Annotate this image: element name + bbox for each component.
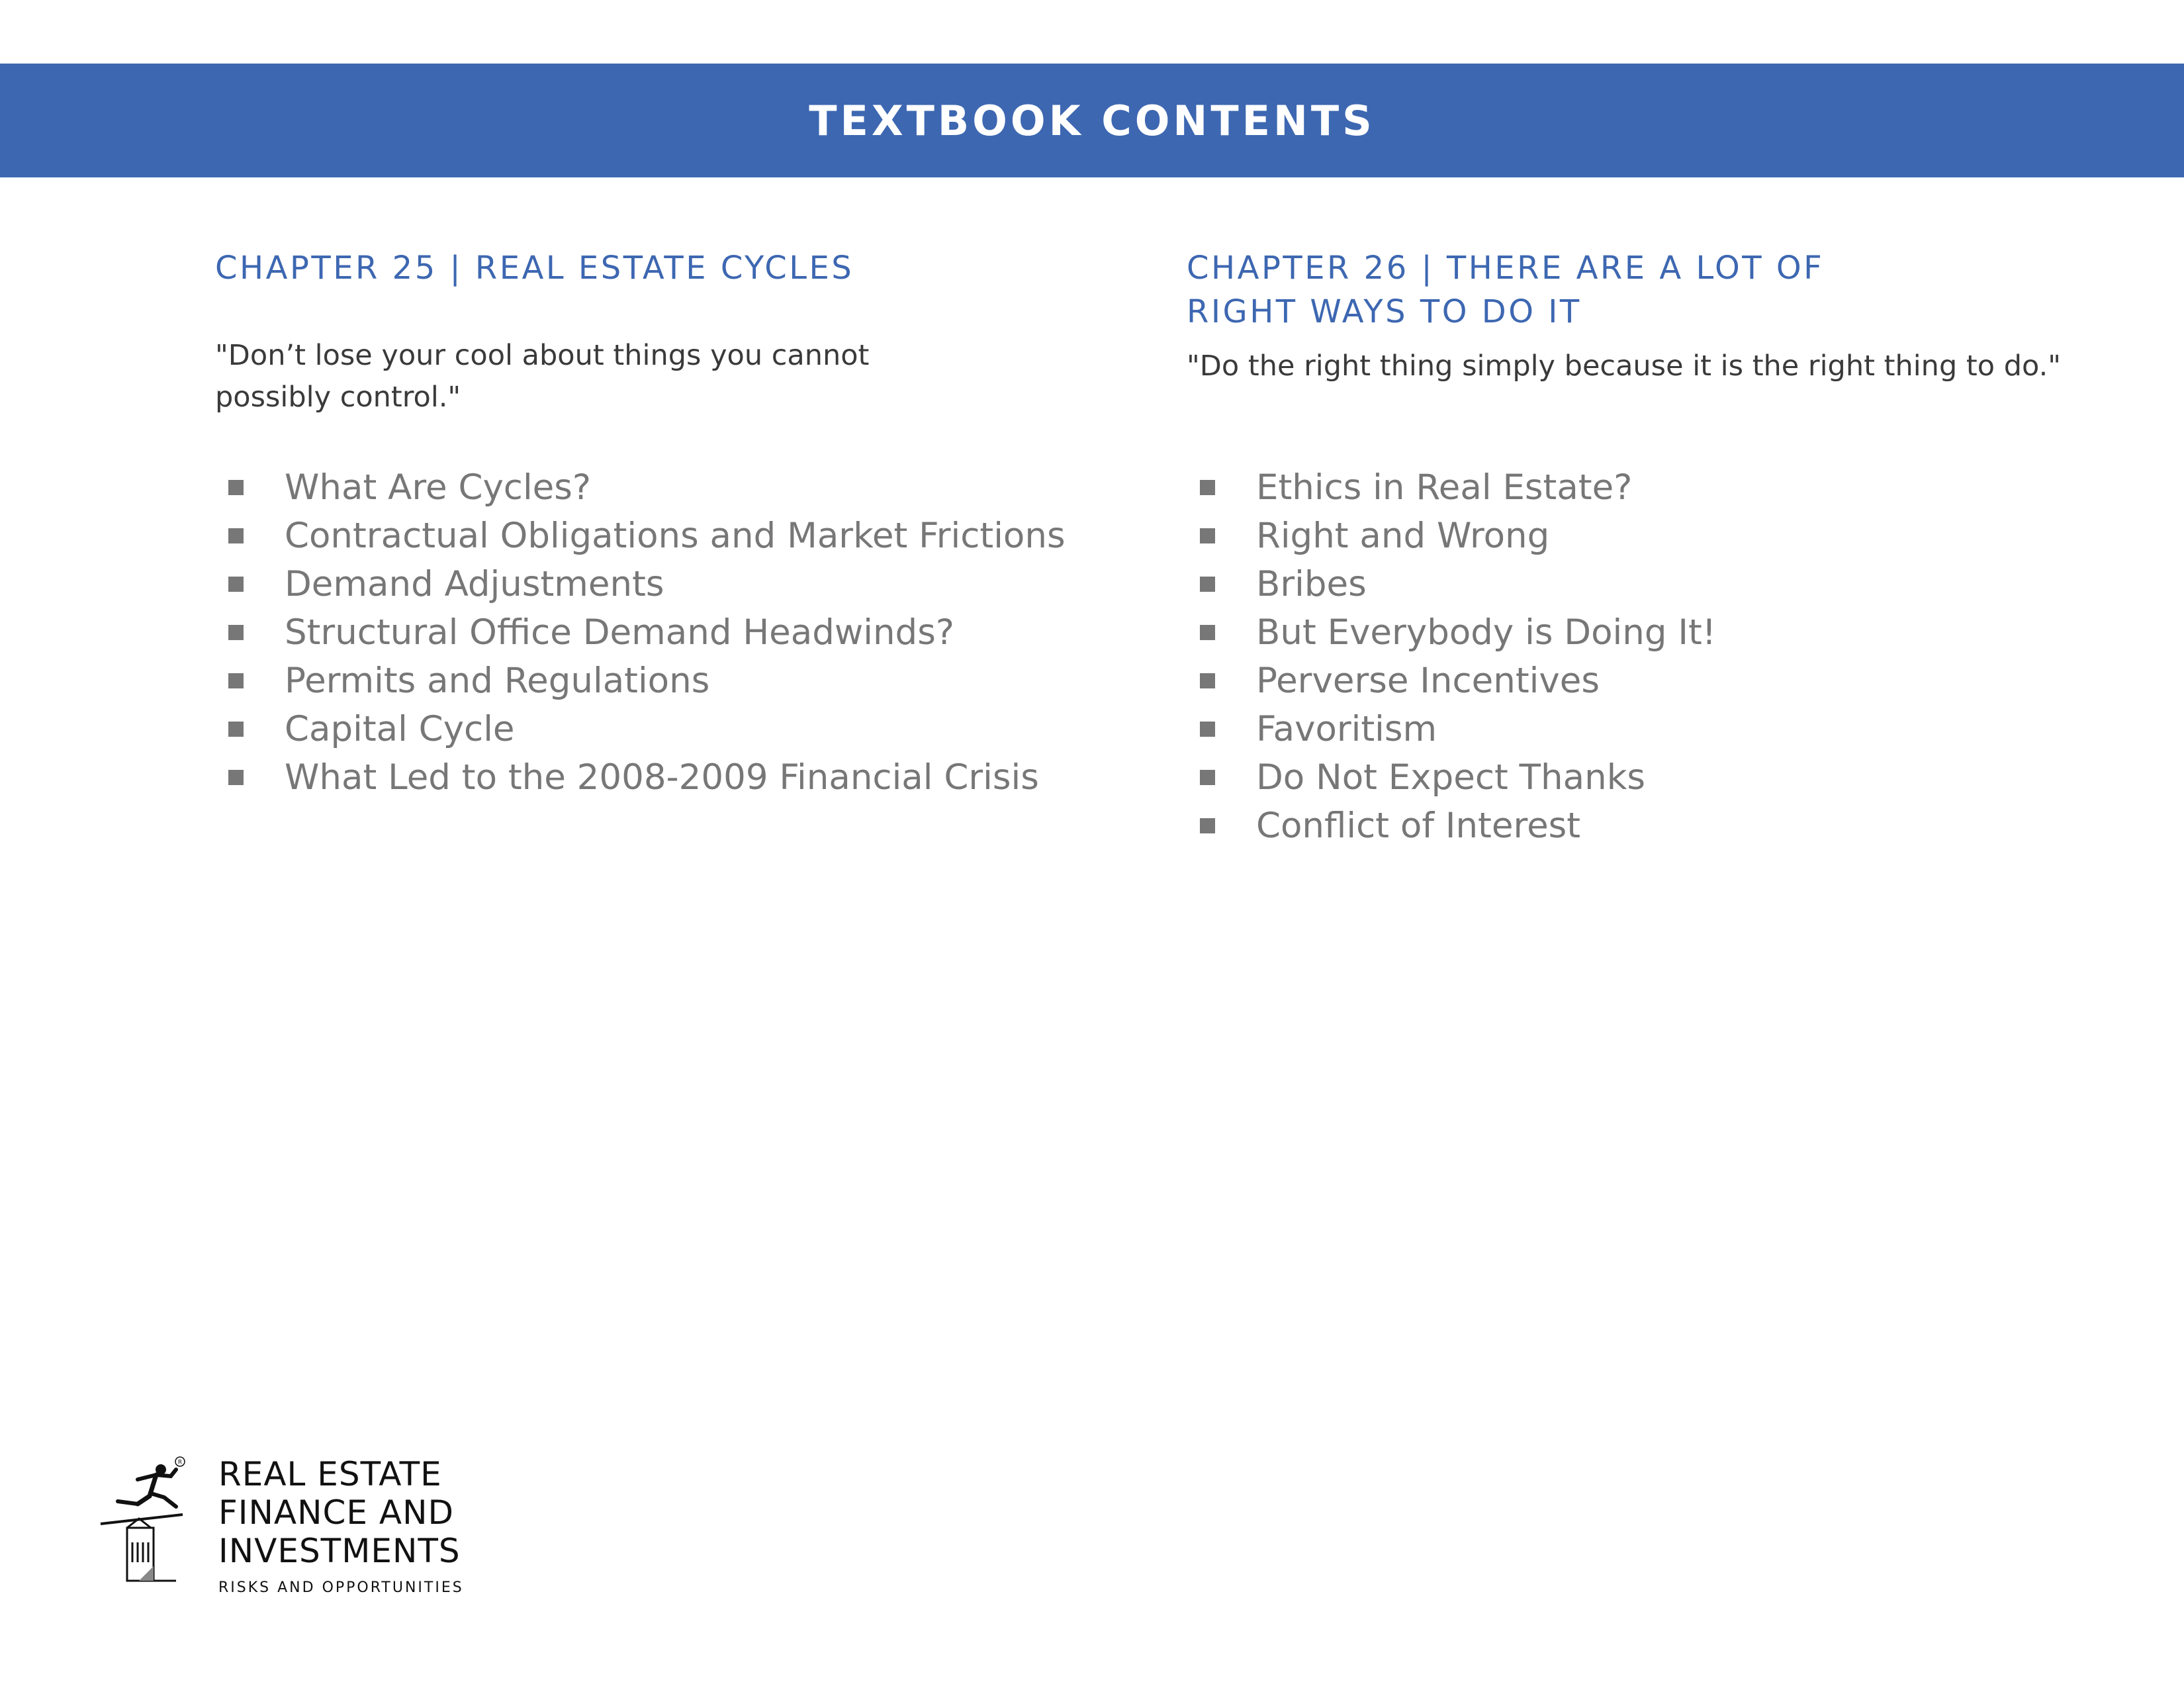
square-bullet-icon (228, 722, 244, 737)
square-bullet-icon (1200, 673, 1215, 688)
chapter-title: CHAPTER 26 | THERE ARE A LOT OF RIGHT WAYS TO DO IT (1187, 250, 1825, 330)
chapter-title: CHAPTER 25 | REAL ESTATE CYCLES (215, 250, 854, 287)
topic-label: Perverse Incentives (1256, 661, 1600, 701)
square-bullet-icon (228, 480, 244, 495)
topic-label: Ethics in Real Estate? (1256, 467, 1633, 508)
square-bullet-icon (228, 625, 244, 640)
topic-label: Contractual Obligations and Market Frictions (285, 516, 1066, 556)
square-bullet-icon (228, 770, 244, 785)
square-bullet-icon (228, 673, 244, 688)
logo-wordmark (218, 1455, 464, 1596)
topic-label: Do Not Expect Thanks (1256, 757, 1645, 798)
topic-label: Favoritism (1256, 709, 1437, 749)
topic-label: What Led to the 2008-2009 Financial Crisis (285, 757, 1039, 798)
topic-label: But Everybody is Doing It! (1256, 612, 1717, 653)
topic-label: What Are Cycles? (285, 467, 592, 508)
topic-label: Structural Office Demand Headwinds? (285, 612, 954, 653)
topic-label: Conflict of Interest (1256, 806, 1581, 846)
hurdler-on-building-icon (98, 1450, 191, 1589)
topic-label: Right and Wrong (1256, 516, 1550, 556)
list-item (215, 657, 1066, 705)
list-item (215, 463, 1066, 512)
list-item (1187, 512, 1716, 560)
list-item (1187, 608, 1716, 657)
list-item (1187, 560, 1716, 608)
list-item (215, 608, 1066, 657)
chapter-26-column (1187, 246, 2140, 846)
publisher-logo (98, 1450, 469, 1598)
list-item (215, 753, 1066, 802)
square-bullet-icon (1200, 770, 1215, 785)
square-bullet-icon (1200, 480, 1215, 495)
topic-label: Permits and Regulations (285, 661, 710, 701)
topic-label: Capital Cycle (285, 709, 515, 749)
square-bullet-icon (228, 577, 244, 592)
chapter-25-column (215, 246, 1128, 798)
logo-line: INVESTMENTS (218, 1532, 461, 1570)
square-bullet-icon (1200, 625, 1215, 640)
square-bullet-icon (1200, 577, 1215, 592)
topic-list (215, 463, 1066, 802)
header-banner (0, 64, 2184, 177)
page-title: TEXTBOOK CONTENTS (809, 96, 1375, 145)
svg-text:R: R (177, 1459, 183, 1466)
square-bullet-icon (228, 528, 244, 543)
square-bullet-icon (1200, 722, 1215, 737)
list-item (1187, 705, 1716, 753)
logo-tagline: RISKS AND OPPORTUNITIES (218, 1579, 464, 1596)
list-item (1187, 802, 1716, 850)
topic-label: Demand Adjustments (285, 564, 664, 604)
topic-list (1187, 463, 1716, 850)
logo-line: FINANCE AND (218, 1493, 455, 1532)
list-item (215, 705, 1066, 753)
list-item (215, 560, 1066, 608)
chapter-quote: "Don’t lose your cool about things you cannot possibly control." (215, 339, 870, 414)
logo-line: REAL ESTATE (218, 1455, 442, 1493)
list-item (1187, 463, 1716, 512)
square-bullet-icon (1200, 818, 1215, 833)
list-item (1187, 753, 1716, 802)
chapter-quote: "Do the right thing simply because it is the right thing to do." (1187, 350, 2062, 383)
list-item (215, 512, 1066, 560)
list-item (1187, 657, 1716, 705)
topic-label: Bribes (1256, 564, 1367, 604)
square-bullet-icon (1200, 528, 1215, 543)
